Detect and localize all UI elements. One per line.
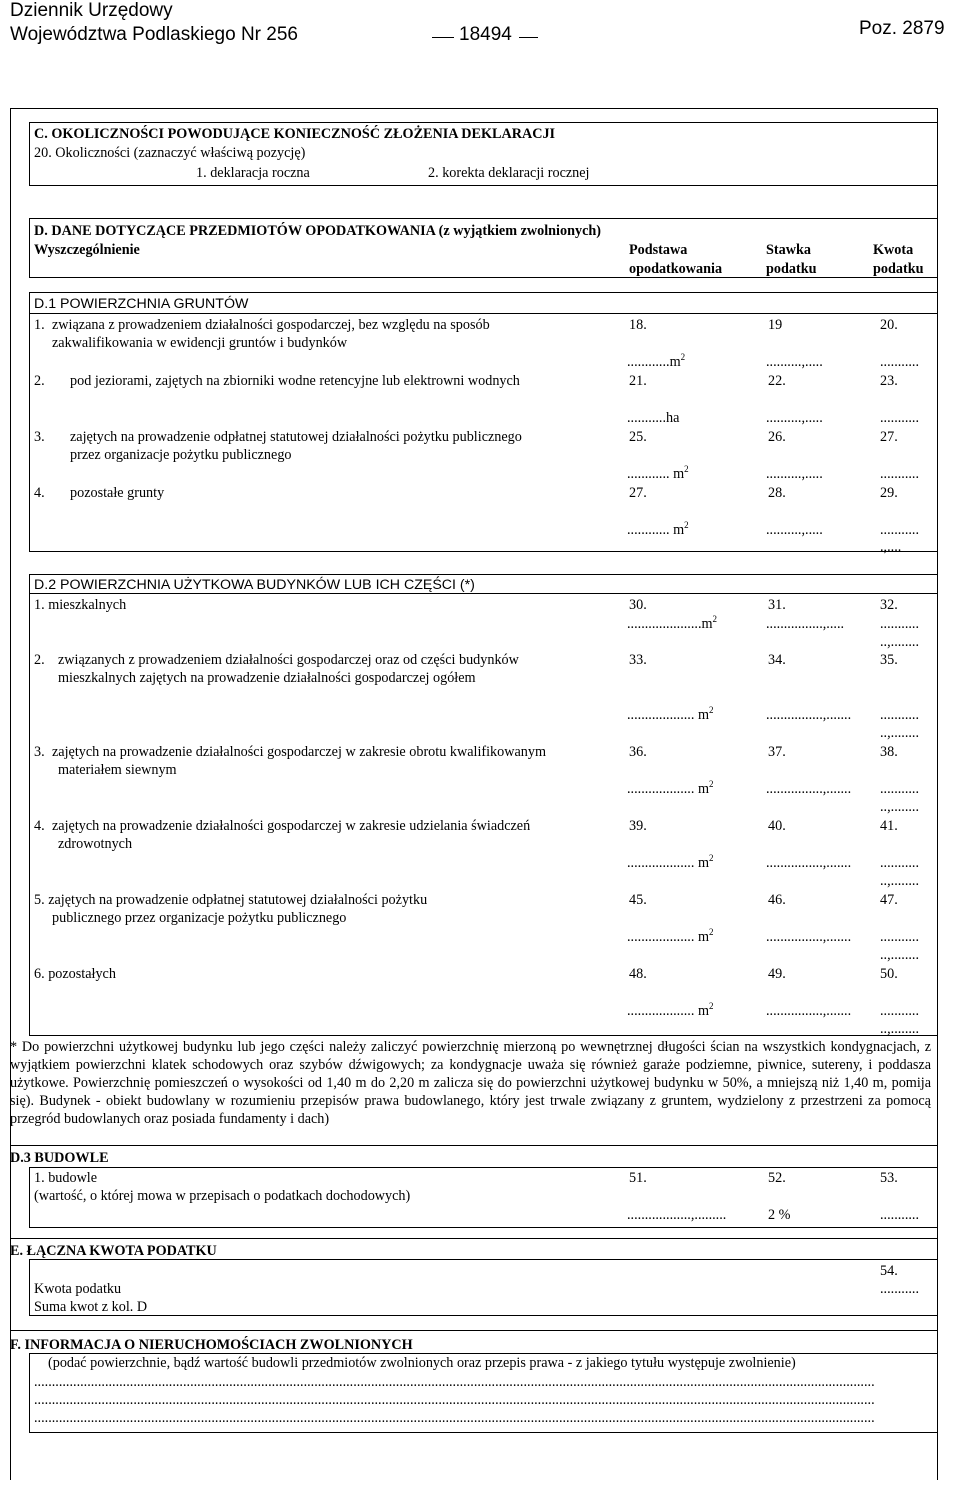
d2-row1-desc: mieszkalnych xyxy=(48,597,127,613)
d1-row4-base-unit-exp: 2 xyxy=(684,520,689,530)
d1-row3-field-base-num: 25. xyxy=(629,429,647,445)
d3-rate-value: 2 % xyxy=(768,1207,791,1223)
col-header-amount-2: podatku xyxy=(873,261,924,277)
d1-row2-base-input[interactable]: ...........ha xyxy=(627,410,680,426)
d2-row5-base-unit-exp: 2 xyxy=(708,927,714,937)
d2-row2-desc-2: mieszkalnych zajętych na prowadzenie działalności gospodarczej ogółem xyxy=(58,670,476,686)
page-number-dash-right xyxy=(519,37,538,38)
d1-row4-amount-input[interactable]: ........... xyxy=(880,522,920,538)
section-d2-box xyxy=(29,574,938,1036)
d1-row4-base-input[interactable] xyxy=(627,521,689,539)
exempt-info-line-1[interactable]: ............................................................................................................................................................................................................................................. xyxy=(34,1374,875,1390)
d1-row2-num: 2. xyxy=(34,373,45,389)
d2-row4-rate-input[interactable]: ................,....... xyxy=(766,855,852,871)
d2-row5-field-rate-num: 46. xyxy=(768,892,786,908)
d1-row1-field-base-num: 18. xyxy=(629,317,647,333)
d2-row2-base-input[interactable] xyxy=(627,706,713,724)
section-d2-title: D.2 POWIERZCHNIA UŻYTKOWA BUDYNKÓW LUB ICH CZĘŚCI (*) xyxy=(34,577,475,593)
d1-row4-desc: pozostałe grunty xyxy=(70,485,165,501)
section-d-title: D. DANE DOTYCZĄCE PRZEDMIOTÓW OPODATKOWANIA (z wyjątkiem zwolnionych) xyxy=(34,223,601,239)
d2-row3-field-amount-num: 38. xyxy=(880,744,898,760)
total-tax-label: Kwota podatku xyxy=(34,1281,122,1297)
d1-row4-field-amount-num: 29. xyxy=(880,485,898,501)
d1-row1-amount-input[interactable]: ........... xyxy=(880,354,920,370)
d2-row4-base-value: ................... m xyxy=(627,855,709,871)
d2-row5-amount-input-2[interactable]: ..,........ xyxy=(880,947,920,963)
d2-row5-desc: zajętych na prowadzenie odpłatnej statutowej działalności pożytku xyxy=(48,892,428,908)
d1-row3-amount-input[interactable]: ........... xyxy=(880,466,920,482)
form-top-border xyxy=(10,108,938,109)
d2-footnote: * Do powierzchni użytkowej budynku lub jego części należy zaliczyć powierzchnię mierzoną po wewnętrznej długości ścian na wszystkich kondygnacjach, z wyjątkiem powierzchni klatek schodowych oraz szybów dźwigowych; za kondygnacje uważa się również garaże podziemne, piwnice, sutereny, i poddasza użytkowe. Powierzchnię pomieszczeń o wysokości od 1,40 m do 2,20 m zalicza się do powierzchni użytkowej budynku w 50%, a mniejszą niż 1,40 m, pomija się). Budynek - obiekt budowlany w rozumieniu przepisów prawa budowlanego, który jest trwale związany z gruntem, wydzielony z przestrzeni za pomocą przegród budowlanych oraz posiada fundamenty i dach) xyxy=(10,1039,931,1127)
d2-row4-base-input[interactable] xyxy=(627,854,713,872)
d2-row6-amount-input-2[interactable]: ..,........ xyxy=(880,1021,920,1037)
d2-row3-base-input[interactable] xyxy=(627,780,713,798)
d2-row1-base-value: .....................m xyxy=(627,616,713,632)
d2-row2-amount-input[interactable]: ........... xyxy=(880,707,920,723)
d1-row1-field-rate-num: 19 xyxy=(768,317,783,333)
d2-row1-amount-input-2[interactable]: ..,........ xyxy=(880,634,920,650)
form-left-border xyxy=(10,108,11,1480)
d2-row4-desc: zajętych na prowadzenie działalności gospodarczej w zakresie udzielania świadczeń xyxy=(52,818,531,834)
section-e-box xyxy=(29,1259,938,1316)
total-tax-field-num: 54. xyxy=(880,1263,898,1279)
d1-row1-desc: związana z prowadzeniem działalności gospodarczej, bez względu na sposób xyxy=(52,317,490,333)
page-number: 18494 xyxy=(459,24,512,45)
position-number: Poz. 2879 xyxy=(859,18,945,39)
col-header-rate-1: Stawka xyxy=(766,242,811,258)
d1-row4-rate-input[interactable]: ..........,..... xyxy=(766,522,823,538)
col-header-base-1: Podstawa xyxy=(629,242,688,258)
d1-row3-field-amount-num: 27. xyxy=(880,429,898,445)
d2-row2-base-value: ................... m xyxy=(627,707,709,723)
d1-row4-field-rate-num: 28. xyxy=(768,485,786,501)
d2-row1-amount-input[interactable]: ........... xyxy=(880,616,920,632)
option-annual-declaration[interactable]: 1. deklaracja roczna xyxy=(196,165,310,181)
option-declaration-correction[interactable]: 2. korekta deklaracji rocznej xyxy=(428,165,590,181)
d1-row3-num: 3. xyxy=(34,429,45,445)
d2-row1-num: 1. xyxy=(34,597,45,613)
d2-row1-base-unit-exp: 2 xyxy=(712,614,718,624)
d2-row2-num: 2. xyxy=(34,652,45,668)
d1-row4-amount-input-2[interactable]: .,.... xyxy=(880,539,902,555)
d2-row5-field-amount-num: 47. xyxy=(880,892,898,908)
d3-desc: 1. budowle xyxy=(34,1170,98,1186)
d2-row2-amount-input-2[interactable]: ..,........ xyxy=(880,725,920,741)
d2-row1-rate-input[interactable]: ................,..... xyxy=(766,616,845,632)
d1-row1-rate-input[interactable]: ..........,..... xyxy=(766,354,823,370)
d2-row2-field-base-num: 33. xyxy=(629,652,647,668)
d2-row3-num: 3. xyxy=(34,744,45,760)
section-f-subtitle: (podać powierzchnie, bądź wartość budowli przedmiotów zwolnionych oraz przepis prawa - z jakiego tytułu występuje zwolnienie) xyxy=(48,1355,796,1371)
exempt-info-line-3[interactable]: ............................................................................................................................................................................................................................................. xyxy=(34,1410,875,1426)
d2-row4-field-base-num: 39. xyxy=(629,818,647,834)
d2-row3-amount-input-2[interactable]: ..,........ xyxy=(880,799,920,815)
d2-row4-field-rate-num: 40. xyxy=(768,818,786,834)
d2-row3-desc: zajętych na prowadzenie działalności gospodarczej w zakresie obrotu kwalifikowanym xyxy=(52,744,546,760)
section-f-title: F. INFORMACJA O NIERUCHOMOŚCIACH ZWOLNIONYCH xyxy=(10,1337,413,1353)
page-number-dash-left xyxy=(432,37,454,38)
d1-row2-field-amount-num: 23. xyxy=(880,373,898,389)
d2-row5-amount-input[interactable]: ........... xyxy=(880,929,920,945)
d2-row6-base-input[interactable] xyxy=(627,1002,713,1020)
d2-row6-field-amount-num: 50. xyxy=(880,966,898,982)
d1-row4-num: 4. xyxy=(34,485,45,501)
d3-field-amount-num: 53. xyxy=(880,1170,898,1186)
section-e-title: E. ŁĄCZNA KWOTA PODATKU xyxy=(10,1243,217,1259)
d1-row2-amount-input[interactable]: ........... xyxy=(880,410,920,426)
d2-row6-base-value: ................... m xyxy=(627,1003,709,1019)
d2-row1-field-amount-num: 32. xyxy=(880,597,898,613)
col-header-specification: Wyszczególnienie xyxy=(34,242,140,258)
d2-row3-base-unit-exp: 2 xyxy=(708,779,714,789)
exempt-info-line-2[interactable]: ............................................................................................................................................................................................................................................. xyxy=(34,1392,875,1408)
section-d3-title: D.3 BUDOWLE xyxy=(10,1150,109,1166)
journal-issue: Województwa Podlaskiego Nr 256 xyxy=(10,24,298,45)
d1-row3-field-rate-num: 26. xyxy=(768,429,786,445)
col-header-rate-2: podatku xyxy=(766,261,817,277)
col-header-base-2: opodatkowania xyxy=(629,261,723,277)
d2-row6-desc: pozostałych xyxy=(48,966,116,982)
d3-amount-input[interactable]: ........... xyxy=(880,1207,920,1223)
d2-row2-field-rate-num: 34. xyxy=(768,652,786,668)
d1-row1-field-amount-num: 20. xyxy=(880,317,898,333)
d2-row3-field-rate-num: 37. xyxy=(768,744,786,760)
d2-row6-field-base-num: 48. xyxy=(629,966,647,982)
d2-row3-amount-input[interactable]: ........... xyxy=(880,781,920,797)
d1-row4-base-value: ............ m xyxy=(627,522,685,538)
d2-row4-base-unit-exp: 2 xyxy=(708,853,714,863)
d2-row6-rate-input[interactable]: ................,....... xyxy=(766,1003,852,1019)
d1-title-divider xyxy=(29,313,938,314)
d1-row3-base-input[interactable] xyxy=(627,465,689,483)
total-tax-input[interactable]: ........... xyxy=(880,1281,920,1297)
journal-title: Dziennik Urzędowy xyxy=(10,0,173,21)
d3-desc-2: (wartość, o której mowa w przepisach o podatkach dochodowych) xyxy=(34,1188,411,1204)
d1-row1-base-input[interactable] xyxy=(627,353,685,371)
d2-row2-desc: związanych z prowadzeniem działalności gospodarczej oraz od części budynków xyxy=(58,652,519,668)
d2-row3-rate-input[interactable]: ................,....... xyxy=(766,781,852,797)
d1-row3-base-value: ............ m xyxy=(627,466,685,482)
d2-row4-num: 4. xyxy=(34,818,45,834)
d2-row6-field-rate-num: 49. xyxy=(768,966,786,982)
circumstances-label: 20. Okoliczności (zaznaczyć właściwą pozycję) xyxy=(34,145,306,161)
d2-row5-base-value: ................... m xyxy=(627,929,709,945)
section-c-title: C. OKOLICZNOŚCI POWODUJĄCE KONIECZNOŚĆ ZŁOŻENIA DEKLARACJI xyxy=(34,126,556,142)
d1-row2-field-rate-num: 22. xyxy=(768,373,786,389)
d2-row5-base-input[interactable] xyxy=(627,928,713,946)
d2-row1-field-rate-num: 31. xyxy=(768,597,786,613)
d3-base-input[interactable]: ..................,......... xyxy=(627,1207,727,1223)
section-d1-title: D.1 POWIERZCHNIA GRUNTÓW xyxy=(34,296,249,312)
d1-row2-field-base-num: 21. xyxy=(629,373,647,389)
d2-row5-desc-2: publicznego przez organizacje pożytku publicznego xyxy=(52,910,347,926)
d2-row3-base-value: ................... m xyxy=(627,781,709,797)
d1-row3-rate-input[interactable]: ..........,..... xyxy=(766,466,823,482)
d2-row4-desc-2: zdrowotnych xyxy=(58,836,133,852)
d3-field-base-num: 51. xyxy=(629,1170,647,1186)
d1-row1-base-value: ............m xyxy=(627,354,681,370)
d2-row2-base-unit-exp: 2 xyxy=(708,705,714,715)
d2-row6-base-unit-exp: 2 xyxy=(708,1001,714,1011)
d2-row1-label xyxy=(34,596,126,614)
d2-row6-amount-input[interactable]: ........... xyxy=(880,1003,920,1019)
d2-row5-num: 5. xyxy=(34,892,45,908)
d1-row1-desc-2: zakwalifikowania w ewidencji gruntów i budynków xyxy=(52,335,348,351)
d1-row3-base-unit-exp: 2 xyxy=(684,464,689,474)
d2-row4-amount-input[interactable]: ........... xyxy=(880,855,920,871)
d2-row4-field-amount-num: 41. xyxy=(880,818,898,834)
d1-row4-field-base-num: 27. xyxy=(629,485,647,501)
d1-row1-base-unit-exp: 2 xyxy=(680,352,686,362)
d2-row2-rate-input[interactable]: ................,....... xyxy=(766,707,852,723)
col-header-amount-1: Kwota xyxy=(873,242,914,258)
d2-row4-amount-input-2[interactable]: ..,........ xyxy=(880,873,920,889)
d1-row3-desc: zajętych na prowadzenie odpłatnej statutowej działalności pożytku publicznego xyxy=(70,429,522,445)
d1-row1-num: 1. xyxy=(34,317,45,333)
total-tax-sublabel: Suma kwot z kol. D xyxy=(34,1299,148,1315)
d3-top-rule xyxy=(10,1145,938,1146)
d3-field-rate-num: 52. xyxy=(768,1170,786,1186)
d2-row6-label xyxy=(34,965,116,983)
section-e-top-rule xyxy=(10,1238,938,1239)
d2-row5-field-base-num: 45. xyxy=(629,892,647,908)
d2-row3-field-base-num: 36. xyxy=(629,744,647,760)
d1-row2-rate-input[interactable]: ..........,..... xyxy=(766,410,823,426)
d1-row2-desc: pod jeziorami, zajętych na zbiorniki wodne retencyjne lub elektrowni wodnych xyxy=(70,373,520,389)
d2-row5-rate-input[interactable]: ................,....... xyxy=(766,929,852,945)
d2-row2-field-amount-num: 35. xyxy=(880,652,898,668)
d2-row3-desc-2: materiałem siewnym xyxy=(58,762,177,778)
section-f-top-rule xyxy=(10,1330,938,1331)
d2-row6-num: 6. xyxy=(34,966,45,982)
d1-row3-desc-2: przez organizacje pożytku publicznego xyxy=(70,447,292,463)
d2-row5-label xyxy=(34,891,427,909)
d2-row1-field-base-num: 30. xyxy=(629,597,647,613)
d2-row1-base-input[interactable] xyxy=(627,615,717,633)
